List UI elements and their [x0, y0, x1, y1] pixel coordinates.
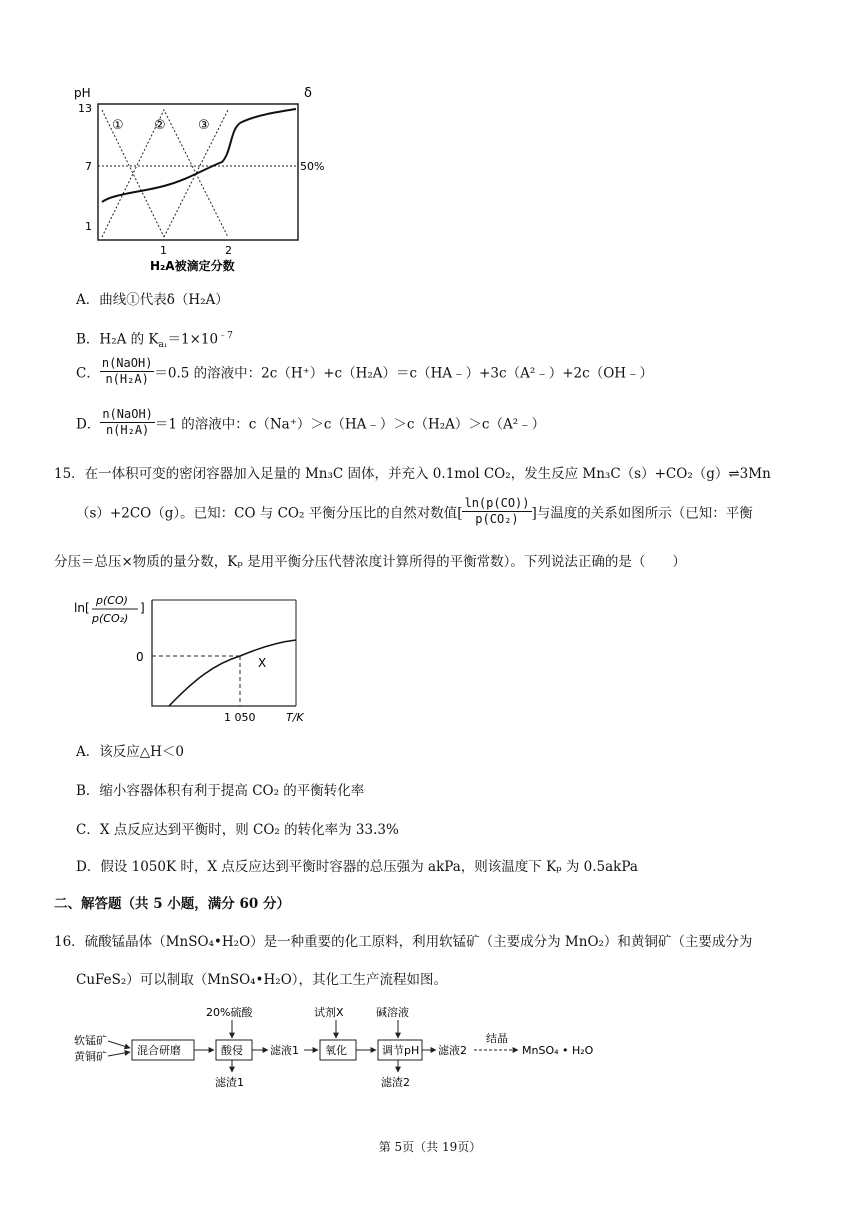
- q15-stem-line2-a: （s）+2CO（g）。已知：CO 与 CO₂ 平衡分压比的自然对数值[: [76, 505, 463, 522]
- curve-label-2: ②: [154, 118, 166, 133]
- q14-option-d-den: n(H₂A): [105, 423, 150, 437]
- figure2-curve: [169, 640, 296, 706]
- titration-figure: [72, 82, 332, 277]
- figure1-y2-label: δ: [304, 86, 312, 101]
- ln-ratio-figure: [74, 592, 324, 727]
- figure2-point-x: X: [258, 656, 267, 670]
- q14-option-b-suffix: ＝1×10: [167, 331, 219, 348]
- q15-frac-num: ln(p(CO)): [464, 496, 530, 510]
- q14-option-c-num: n(NaOH): [101, 356, 153, 370]
- figure1-ytick-7: 7: [85, 160, 92, 173]
- flow-residue-2: 滤渣2: [381, 1076, 410, 1089]
- figure1-y2tick-50: 50%: [300, 160, 325, 173]
- flow-arrow-input2: [108, 1052, 130, 1056]
- curve-label-1: ①: [112, 118, 124, 133]
- q14-option-b: [76, 326, 233, 355]
- q14-option-c-fraction: [100, 356, 155, 387]
- flow-input-1: 软锰矿: [74, 1034, 107, 1047]
- q15-stem-line1: 15．在一体积可变的密闭容器加入足量的 Mn₃C 固体，并充入 0.1mol CO₂，发生反应 Mn₃C（s）+CO₂（g）⇌3Mn: [54, 466, 771, 482]
- flow-liquid-2: 滤液2: [438, 1044, 467, 1057]
- q14-option-d: [76, 407, 545, 438]
- q14-option-d-fraction: [100, 407, 155, 438]
- flow-reagent-2: 试剂X: [314, 1006, 344, 1019]
- q15-option-a: A．该反应△H＜0: [76, 744, 184, 760]
- flow-step-3: 氧化: [325, 1044, 347, 1057]
- figure1-xtick-1: 1: [160, 244, 167, 257]
- process-flowchart: [72, 1004, 612, 1094]
- q15-option-b: B．缩小容器体积有利于提高 CO₂ 的平衡转化率: [76, 783, 365, 799]
- figure1-xtick-2: 2: [225, 244, 232, 257]
- flow-step-4: 调节pH: [382, 1044, 420, 1057]
- q15-stem-line2-b: ]与温度的关系如图所示（已知：平衡: [531, 505, 753, 522]
- figure2-y-label-prefix: ln[: [74, 601, 90, 615]
- flow-step-1: 混合研磨: [137, 1044, 181, 1057]
- flow-liquid-1: 滤液1: [270, 1044, 299, 1057]
- figure2-y-label-den: p(CO₂): [92, 612, 129, 625]
- section-title: 二、解答题（共 5 小题，满分 60 分）: [54, 896, 290, 912]
- q16-stem-line1: 16．硫酸锰晶体（MnSO₄•H₂O）是一种重要的化工原料，利用软锰矿（主要成分为 MnO₂）和黄铜矿（主要成分为: [54, 934, 753, 950]
- q14-option-b-exp: ﹣7: [218, 331, 233, 341]
- figure2-x-label: T/K: [286, 711, 304, 724]
- figure1-y-label: pH: [74, 86, 91, 100]
- curve-label-3: ③: [198, 118, 210, 133]
- flow-crystallize: 结晶: [486, 1032, 508, 1045]
- q15-frac-den: p(CO₂): [475, 512, 519, 526]
- q14-option-c-label: C．: [76, 365, 100, 382]
- figure2-ytick-0: 0: [136, 650, 144, 664]
- page-footer: 第 5页（共 19页）: [378, 1140, 482, 1154]
- q14-option-c: [76, 356, 653, 387]
- figure2-axes: [152, 600, 296, 706]
- q14-option-b-sub: a₁: [158, 340, 168, 351]
- q15-option-c: C．X 点反应达到平衡时，则 CO₂ 的转化率为 33.3%: [76, 822, 399, 838]
- flow-reagent-1: 20%硫酸: [206, 1006, 253, 1019]
- figure1-ytick-13: 13: [78, 102, 92, 115]
- flow-arrow-input1: [108, 1041, 130, 1048]
- flow-step-2: 酸侵: [221, 1044, 243, 1057]
- flow-input-2: 黄铜矿: [74, 1050, 107, 1063]
- q14-option-d-num: n(NaOH): [102, 407, 153, 421]
- q15-stem-line2: [76, 496, 753, 527]
- figure2-y-label-suffix: ]: [140, 601, 145, 615]
- q14-option-d-text: ＝1 的溶液中：c（Na⁺）＞c（HA﹣）＞c（H₂A）＞c（A²﹣）: [154, 416, 546, 433]
- q14-option-c-text: ＝0.5 的溶液中：2c（H⁺）+c（H₂A）＝c（HA﹣）+3c（A²﹣）+2c（OH﹣）: [154, 365, 654, 382]
- figure2-xtick: 1 050: [224, 711, 256, 724]
- q14-option-a: A．曲线①代表δ（H₂A）: [76, 292, 229, 308]
- figure1-ytick-1: 1: [85, 220, 92, 233]
- flow-reagent-3: 碱溶液: [376, 1006, 409, 1019]
- figure1-x-label: H₂A被滴定分数: [150, 259, 235, 273]
- q15-stem-line3: 分压＝总压×物质的量分数，Kₚ 是用平衡分压代替浓度计算所得的平衡常数）。下列说法正确的是（ ）: [54, 554, 686, 570]
- q15-option-d: D．假设 1050K 时，X 点反应达到平衡时容器的总压强为 akPa，则该温度下 Kₚ 为 0.5akPa: [76, 859, 638, 875]
- flow-product: MnSO₄ • H₂O: [522, 1044, 594, 1057]
- q15-stem-fraction: [462, 496, 531, 527]
- figure2-y-label-num: p(CO): [96, 594, 128, 607]
- q16-stem-line2: CuFeS₂）可以制取（MnSO₄•H₂O），其化工生产流程如图。: [76, 972, 448, 988]
- flow-residue-1: 滤渣1: [215, 1076, 244, 1089]
- q14-option-d-label: D．: [76, 416, 101, 433]
- q14-option-b-prefix: B．H₂A 的 K: [76, 331, 159, 348]
- q14-option-c-den: n(H₂A): [105, 372, 149, 386]
